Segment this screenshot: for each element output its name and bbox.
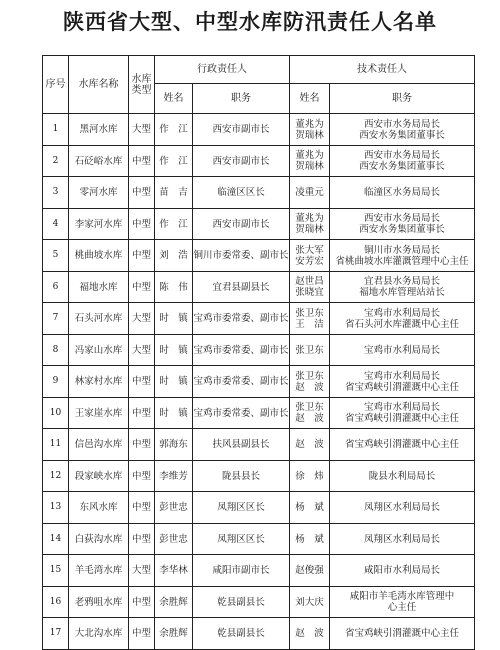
cell-reservoir-name: 老鸦咀水库: [69, 587, 129, 618]
cell-tech-duty: [330, 303, 475, 335]
table-row: [43, 209, 475, 240]
tech-person-duty: 咸阳市水利局局长: [363, 565, 440, 576]
cell-admin-duty: 宝鸡市委常委、副市长: [193, 335, 290, 366]
cell-reservoir-name: 信邑沟水库: [69, 429, 129, 461]
cell-tech-duty: [330, 272, 475, 303]
cell-reservoir-type: 中型: [129, 146, 155, 177]
cell-admin-duty: 宝鸡市委常委、副市长: [193, 398, 290, 429]
header-type: 水库类型: [129, 56, 155, 114]
cell-admin-name: 彭世忠: [155, 492, 193, 524]
table-row: [43, 177, 475, 209]
cell-admin-duty: 陇县县长: [193, 461, 290, 492]
cell-reservoir-type: 中型: [129, 209, 155, 240]
cell-seq: 9: [43, 366, 69, 398]
cell-admin-duty: 西安市副市长: [193, 114, 290, 146]
cell-seq: 14: [43, 524, 69, 555]
tech-person-name: 徐 炜: [295, 470, 324, 482]
cell-reservoir-name: 李家河水库: [69, 209, 129, 240]
cell-admin-duty: 乾县副县长: [193, 618, 290, 650]
cell-reservoir-type: 中型: [129, 398, 155, 429]
table-row: [43, 272, 475, 303]
cell-reservoir-type: 中型: [129, 587, 155, 618]
cell-reservoir-name: 福地水库: [69, 272, 129, 303]
cell-seq: 11: [43, 429, 69, 461]
tech-person-name: 杨 斌: [295, 533, 324, 545]
tech-person-name: 赵俊强: [295, 565, 324, 576]
tech-person-name: 赵 波: [295, 381, 324, 393]
cell-seq: 16: [43, 587, 69, 618]
cell-admin-duty: 扶风县副县长: [193, 429, 290, 461]
cell-tech-name: [290, 209, 330, 240]
tech-person-duty: 宝鸡市水利局局长: [363, 307, 440, 319]
tech-person-name: 安芳宏: [295, 255, 324, 267]
cell-tech-duty: [330, 398, 475, 429]
tech-person-duty: 宝鸡市水利局局长: [363, 344, 440, 356]
cell-tech-name: [290, 587, 330, 618]
cell-admin-name: 彭世忠: [155, 524, 193, 555]
cell-admin-duty: 乾县副县长: [193, 587, 290, 618]
table-row: [43, 461, 475, 492]
cell-seq: 1: [43, 114, 69, 146]
cell-admin-duty: 宜君县副县长: [193, 272, 290, 303]
cell-reservoir-name: 石头河水库: [69, 303, 129, 335]
tech-person-name: 张卫东: [295, 370, 324, 382]
tech-person-duty: 咸阳市羊毛湾水库管理中: [349, 591, 455, 602]
table-row: [43, 303, 475, 335]
cell-tech-name: [290, 429, 330, 461]
header-admin-person: 姓名: [155, 84, 193, 114]
cell-admin-duty: 宝鸡市委常委、副市长: [193, 303, 290, 335]
table-row: [43, 146, 475, 177]
table-row: [43, 398, 475, 429]
cell-reservoir-type: 中型: [129, 461, 155, 492]
table-row: [43, 555, 475, 587]
cell-tech-name: [290, 335, 330, 366]
document-title: 陕西省大型、中型水库防汛责任人名单: [63, 10, 437, 34]
tech-person-duty: 西安水务集团董事长: [359, 224, 445, 235]
cell-tech-name: [290, 303, 330, 335]
cell-tech-name: [290, 524, 330, 555]
tech-person-duty: 省宝鸡峡引渭灌溉中心主任: [344, 628, 459, 639]
cell-tech-duty: [330, 587, 475, 618]
cell-reservoir-type: 中型: [129, 240, 155, 272]
header-name: 水库名称: [69, 56, 129, 114]
cell-reservoir-name: 零河水库: [69, 177, 129, 209]
cell-tech-name: [290, 618, 330, 650]
cell-reservoir-name: 东风水库: [69, 492, 129, 524]
cell-tech-duty: [330, 209, 475, 240]
cell-seq: 10: [43, 398, 69, 429]
tech-person-duty: 凤翔区水利局局长: [363, 533, 440, 545]
cell-tech-name: [290, 366, 330, 398]
tech-person-duty: 省石头河水库灌溉中心主任: [344, 318, 459, 330]
tech-person-duty: 宝鸡市水利局局长: [363, 402, 440, 413]
cell-admin-name: 余胜辉: [155, 618, 193, 650]
cell-admin-name: 苗 吉: [155, 177, 193, 209]
cell-reservoir-name: 段家峡水库: [69, 461, 129, 492]
table-row: [43, 524, 475, 555]
cell-admin-name: 刘 浩: [155, 240, 193, 272]
tech-person-name: 刘大庆: [295, 596, 324, 608]
cell-seq: 6: [43, 272, 69, 303]
tech-person-duty: 西安市水务局局长: [363, 118, 440, 130]
cell-seq: 5: [43, 240, 69, 272]
header-seq: 序号: [43, 56, 69, 114]
cell-admin-name: 作 江: [155, 146, 193, 177]
cell-reservoir-name: 黑河水库: [69, 114, 129, 146]
cell-seq: 15: [43, 555, 69, 587]
cell-admin-name: 郭海东: [155, 429, 193, 461]
cell-tech-name: [290, 555, 330, 587]
cell-tech-name: [290, 240, 330, 272]
cell-tech-name: [290, 177, 330, 209]
cell-tech-duty: [330, 177, 475, 209]
header-row-1: [43, 56, 475, 84]
cell-admin-name: 时 镇: [155, 303, 193, 335]
table-row: [43, 335, 475, 366]
tech-person-duty: 铜川市水务局局长: [363, 244, 440, 256]
table-row: [43, 366, 475, 398]
tech-person-duty: 省桃曲坡水库灌溉管理中心主任: [335, 255, 469, 267]
cell-admin-duty: 西安市副市长: [193, 146, 290, 177]
cell-reservoir-type: 中型: [129, 429, 155, 461]
tech-person-name: 王 洁: [295, 318, 324, 330]
cell-seq: 2: [43, 146, 69, 177]
header-tech: 技术责任人: [290, 56, 475, 84]
cell-seq: 8: [43, 335, 69, 366]
tech-person-duty: 福地水库管理站站长: [359, 287, 445, 298]
tech-person-name: 贺瑞林: [295, 224, 324, 235]
cell-reservoir-type: 中型: [129, 366, 155, 398]
cell-reservoir-name: 羊毛湾水库: [69, 555, 129, 587]
cell-reservoir-type: 大型: [129, 335, 155, 366]
table-row: [43, 114, 475, 146]
cell-tech-name: [290, 146, 330, 177]
cell-admin-duty: 宝鸡市委常委、副市长: [193, 366, 290, 398]
tech-person-name: 张卫东: [295, 344, 324, 356]
cell-admin-name: 作 江: [155, 114, 193, 146]
cell-tech-duty: [330, 146, 475, 177]
cell-seq: 3: [43, 177, 69, 209]
tech-person-name: 凌重元: [295, 187, 324, 198]
cell-reservoir-type: 中型: [129, 177, 155, 209]
cell-reservoir-type: 中型: [129, 492, 155, 524]
cell-reservoir-name: 冯家山水库: [69, 335, 129, 366]
header-admin: 行政责任人: [155, 56, 290, 84]
cell-seq: 4: [43, 209, 69, 240]
table-row: [43, 587, 475, 618]
tech-person-duty: 心主任: [387, 602, 417, 613]
cell-admin-name: 时 镇: [155, 335, 193, 366]
cell-reservoir-name: 大北沟水库: [69, 618, 129, 650]
header-tech-duty: 职务: [330, 84, 475, 114]
tech-person-name: 贺瑞林: [295, 161, 324, 172]
cell-admin-name: 作 江: [155, 209, 193, 240]
tech-person-duty: 省宝鸡峡引渭灌溉中心主任: [344, 381, 459, 393]
cell-admin-duty: 咸阳市副市长: [193, 555, 290, 587]
cell-reservoir-type: 中型: [129, 272, 155, 303]
cell-admin-name: 陈 伟: [155, 272, 193, 303]
cell-tech-duty: [330, 240, 475, 272]
cell-tech-duty: [330, 618, 475, 650]
tech-person-duty: 省宝鸡峡引渭灌溉中心主任: [344, 413, 459, 424]
cell-tech-duty: [330, 114, 475, 146]
cell-reservoir-name: 白荻沟水库: [69, 524, 129, 555]
cell-seq: 17: [43, 618, 69, 650]
cell-admin-name: 时 镇: [155, 398, 193, 429]
table-row: [43, 492, 475, 524]
cell-tech-name: [290, 492, 330, 524]
tech-person-duty: 宜君县水务局局长: [363, 276, 440, 287]
tech-person-name: 赵 波: [295, 628, 324, 639]
cell-admin-name: 李华林: [155, 555, 193, 587]
table-body: [43, 114, 475, 650]
tech-person-duty: 陇县水利局局长: [368, 470, 436, 482]
tech-person-name: 赵 波: [295, 439, 324, 450]
cell-tech-name: [290, 114, 330, 146]
cell-reservoir-type: 大型: [129, 114, 155, 146]
tech-person-duty: 凤翔区水利局局长: [363, 502, 440, 513]
cell-seq: 12: [43, 461, 69, 492]
cell-tech-duty: [330, 366, 475, 398]
tech-person-duty: 省宝鸡峡引渭灌溉中心主任: [344, 439, 459, 450]
tech-person-name: 赵 波: [295, 413, 324, 424]
cell-admin-duty: 临潼区区长: [193, 177, 290, 209]
tech-person-duty: 西安市水务局局长: [363, 213, 440, 224]
table-row: [43, 240, 475, 272]
cell-tech-duty: [330, 555, 475, 587]
cell-admin-duty: 凤翔区区长: [193, 492, 290, 524]
tech-person-name: 张大军: [295, 244, 324, 256]
cell-admin-name: 余胜辉: [155, 587, 193, 618]
cell-tech-duty: [330, 524, 475, 555]
cell-reservoir-type: 中型: [129, 524, 155, 555]
header-admin-duty: 职务: [193, 84, 290, 114]
tech-person-name: 张卫东: [295, 402, 324, 413]
tech-person-duty: 西安水务集团董事长: [359, 161, 445, 172]
cell-admin-name: 李维芳: [155, 461, 193, 492]
tech-person-duty: 西安水务集团董事长: [359, 129, 445, 141]
cell-reservoir-name: 桃曲坡水库: [69, 240, 129, 272]
tech-person-name: 董兆为: [295, 213, 324, 224]
cell-admin-duty: 凤翔区区长: [193, 524, 290, 555]
cell-reservoir-name: 林家村水库: [69, 366, 129, 398]
cell-admin-duty: 铜川市委常委、副市长: [193, 240, 290, 272]
cell-tech-duty: [330, 461, 475, 492]
cell-reservoir-name: 王家崖水库: [69, 398, 129, 429]
cell-reservoir-type: 大型: [129, 303, 155, 335]
cell-admin-duty: 西安市副市长: [193, 209, 290, 240]
cell-reservoir-type: 大型: [129, 555, 155, 587]
cell-admin-name: 时 镇: [155, 366, 193, 398]
cell-tech-duty: [330, 492, 475, 524]
tech-person-name: 张晓宜: [295, 287, 324, 298]
reservoir-table: [42, 55, 475, 650]
tech-person-name: 贺瑞林: [295, 129, 324, 141]
cell-reservoir-type: 中型: [129, 618, 155, 650]
header-tech-person: 姓名: [290, 84, 330, 114]
cell-tech-duty: [330, 335, 475, 366]
tech-person-name: 赵世昌: [295, 276, 324, 287]
cell-tech-name: [290, 398, 330, 429]
table-row: [43, 618, 475, 650]
tech-person-name: 董兆为: [295, 118, 324, 130]
tech-person-name: 杨 斌: [295, 502, 324, 513]
cell-tech-duty: [330, 429, 475, 461]
tech-person-duty: 临潼区水务局局长: [363, 187, 440, 198]
cell-seq: 7: [43, 303, 69, 335]
tech-person-duty: 宝鸡市水利局局长: [363, 370, 440, 382]
cell-tech-name: [290, 461, 330, 492]
cell-tech-name: [290, 272, 330, 303]
cell-reservoir-name: 石砭峪水库: [69, 146, 129, 177]
table-row: [43, 429, 475, 461]
tech-person-duty: 西安市水务局局长: [363, 150, 440, 161]
tech-person-name: 张卫东: [295, 307, 324, 319]
tech-person-name: 董兆为: [295, 150, 324, 161]
cell-seq: 13: [43, 492, 69, 524]
